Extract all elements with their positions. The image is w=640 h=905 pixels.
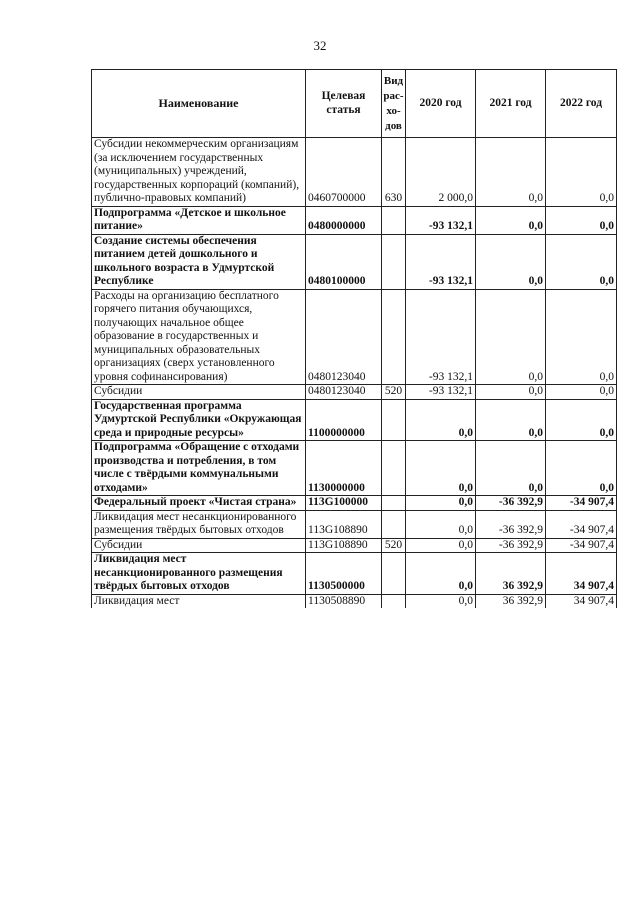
cell-expense-kind bbox=[382, 496, 406, 511]
cell-name: Ликвидация мест несанкционированного размещения твёрдых бытовых отходов bbox=[92, 553, 306, 595]
cell-2020: 0,0 bbox=[406, 399, 476, 441]
table-row bbox=[92, 594, 617, 608]
cell-expense-kind bbox=[382, 594, 406, 608]
cell-target-article: 1130500000 bbox=[306, 553, 382, 595]
cell-2020: 0,0 bbox=[406, 538, 476, 553]
table-row bbox=[92, 385, 617, 400]
cell-name: Подпрограмма «Обращение с отходами производства и потребления, в том числе с твёрдыми коммунальными отходами» bbox=[92, 441, 306, 496]
header-expense-kind: Вид рас-хо-дов bbox=[382, 70, 406, 138]
cell-2020: 0,0 bbox=[406, 553, 476, 595]
cell-target-article: 113G108890 bbox=[306, 538, 382, 553]
cell-2022: 0,0 bbox=[546, 234, 617, 289]
cell-2020: 0,0 bbox=[406, 441, 476, 496]
cell-2021: 0,0 bbox=[476, 385, 546, 400]
cell-2021: 0,0 bbox=[476, 138, 546, 207]
cell-2022: 0,0 bbox=[546, 385, 617, 400]
cell-target-article: 0480123040 bbox=[306, 385, 382, 400]
cell-2020: 0,0 bbox=[406, 510, 476, 538]
table-row bbox=[92, 289, 617, 385]
cell-name: Расходы на организацию бесплатного горячего питания обучающихся, получающих начальное общее образование в государственных и муниципальных образовательных организациях (сверх установленного уровня софинансирования) bbox=[92, 289, 306, 385]
cell-2022: 34 907,4 bbox=[546, 553, 617, 595]
cell-2020: -93 132,1 bbox=[406, 234, 476, 289]
table-row bbox=[92, 234, 617, 289]
table-row bbox=[92, 441, 617, 496]
table-row bbox=[92, 206, 617, 234]
cell-target-article: 113G100000 bbox=[306, 496, 382, 511]
cell-2021: 0,0 bbox=[476, 399, 546, 441]
cell-2022: 0,0 bbox=[546, 399, 617, 441]
cell-target-article: 0480123040 bbox=[306, 289, 382, 385]
cell-name: Ликвидация мест bbox=[92, 594, 306, 608]
cell-2021: -36 392,9 bbox=[476, 496, 546, 511]
cell-target-article: 113G108890 bbox=[306, 510, 382, 538]
cell-name: Создание системы обеспечения питанием детей дошкольного и школьного возраста в Удмуртской Республике bbox=[92, 234, 306, 289]
cell-name: Федеральный проект «Чистая страна» bbox=[92, 496, 306, 511]
cell-2022: -34 907,4 bbox=[546, 538, 617, 553]
cell-2022: 0,0 bbox=[546, 441, 617, 496]
table-row bbox=[92, 399, 617, 441]
cell-2021: -36 392,9 bbox=[476, 538, 546, 553]
cell-2021: 0,0 bbox=[476, 234, 546, 289]
header-target-article: Целевая статья bbox=[306, 70, 382, 138]
cell-expense-kind: 630 bbox=[382, 138, 406, 207]
cell-name: Субсидии bbox=[92, 538, 306, 553]
cell-expense-kind bbox=[382, 399, 406, 441]
cell-2022: 0,0 bbox=[546, 206, 617, 234]
page-number: 32 bbox=[313, 38, 327, 53]
header-2020: 2020 год bbox=[406, 70, 476, 138]
cell-2021: 0,0 bbox=[476, 441, 546, 496]
cell-name: Субсидии некоммерческим организациям (за исключением государственных (муниципальных) учреждений, государственных корпораций (компаний), публично-правовых компаний) bbox=[92, 138, 306, 207]
cell-2022: -34 907,4 bbox=[546, 496, 617, 511]
cell-2020: 2 000,0 bbox=[406, 138, 476, 207]
cell-2021: 36 392,9 bbox=[476, 553, 546, 595]
header-name: Наименование bbox=[92, 70, 306, 138]
cell-target-article: 0480000000 bbox=[306, 206, 382, 234]
cell-2020: 0,0 bbox=[406, 496, 476, 511]
cell-expense-kind bbox=[382, 510, 406, 538]
cell-2022: 0,0 bbox=[546, 289, 617, 385]
cell-2022: -34 907,4 bbox=[546, 510, 617, 538]
cell-2021: 0,0 bbox=[476, 289, 546, 385]
cell-name: Государственная программа Удмуртской Республики «Окружающая среда и природные ресурсы» bbox=[92, 399, 306, 441]
header-2022: 2022 год bbox=[546, 70, 617, 138]
cell-target-article: 1130508890 bbox=[306, 594, 382, 608]
table-row bbox=[92, 553, 617, 595]
cell-2021: 0,0 bbox=[476, 206, 546, 234]
cell-expense-kind: 520 bbox=[382, 538, 406, 553]
cell-name: Ликвидация мест несанкционированного размещения твёрдых бытовых отходов bbox=[92, 510, 306, 538]
table-row bbox=[92, 510, 617, 538]
table-row bbox=[92, 538, 617, 553]
cell-name: Подпрограмма «Детское и школьное питание» bbox=[92, 206, 306, 234]
cell-target-article: 1130000000 bbox=[306, 441, 382, 496]
cell-name: Субсидии bbox=[92, 385, 306, 400]
cell-2022: 0,0 bbox=[546, 138, 617, 207]
cell-target-article: 0460700000 bbox=[306, 138, 382, 207]
table-row bbox=[92, 138, 617, 207]
cell-expense-kind: 520 bbox=[382, 385, 406, 400]
cell-2021: 36 392,9 bbox=[476, 594, 546, 608]
header-row bbox=[92, 70, 617, 138]
cell-2020: -93 132,1 bbox=[406, 206, 476, 234]
cell-2020: -93 132,1 bbox=[406, 385, 476, 400]
header-2021: 2021 год bbox=[476, 70, 546, 138]
cell-expense-kind bbox=[382, 441, 406, 496]
cell-expense-kind bbox=[382, 234, 406, 289]
cell-target-article: 1100000000 bbox=[306, 399, 382, 441]
cell-expense-kind bbox=[382, 206, 406, 234]
cell-expense-kind bbox=[382, 553, 406, 595]
cell-2021: -36 392,9 bbox=[476, 510, 546, 538]
cell-2020: -93 132,1 bbox=[406, 289, 476, 385]
cell-2020: 0,0 bbox=[406, 594, 476, 608]
cell-expense-kind bbox=[382, 289, 406, 385]
cell-target-article: 0480100000 bbox=[306, 234, 382, 289]
cell-2022: 34 907,4 bbox=[546, 594, 617, 608]
budget-table bbox=[91, 69, 617, 608]
table-body bbox=[92, 138, 617, 609]
table-row bbox=[92, 496, 617, 511]
